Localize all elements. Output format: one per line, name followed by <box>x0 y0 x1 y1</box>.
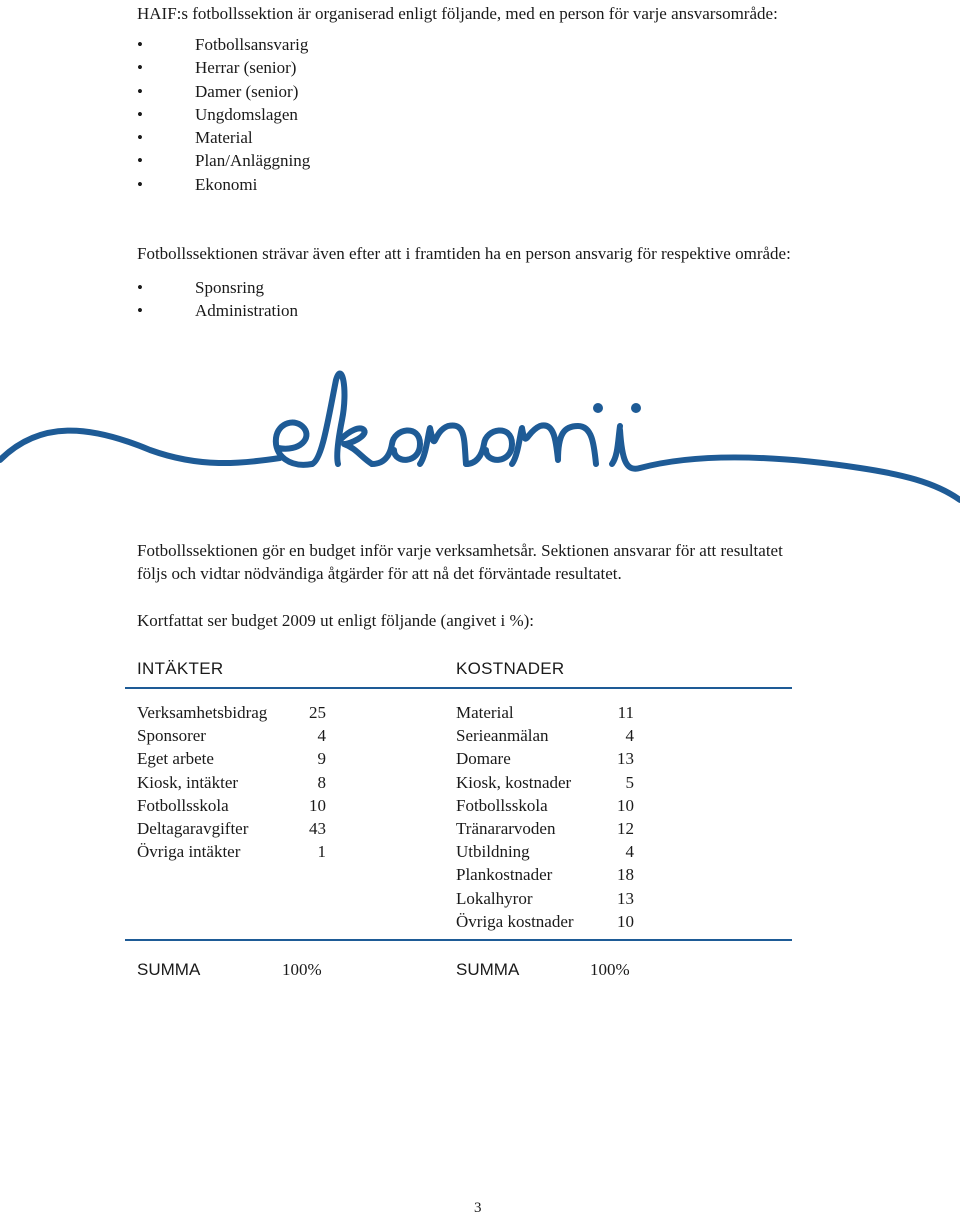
income-row-label: Verksamhetsbidrag <box>137 703 268 722</box>
costs-row <box>456 863 656 886</box>
costs-row <box>456 817 656 840</box>
costs-row-value: 5 <box>625 772 634 792</box>
bullet-icon: • <box>137 174 143 194</box>
cost-list <box>456 701 656 933</box>
income-row <box>137 771 337 794</box>
bullet-icon: • <box>137 104 143 124</box>
bullet-icon: • <box>137 128 143 148</box>
income-row <box>137 794 337 817</box>
costs-row-value: 10 <box>617 795 634 815</box>
income-row-label: Sponsorer <box>137 726 206 746</box>
income-row-value: 9 <box>317 749 326 769</box>
income-heading: INTÄKTER <box>137 659 224 678</box>
income-row-label: Kiosk, intäkter <box>137 772 239 792</box>
income-row-label: Övriga intäkter <box>137 842 241 862</box>
income-row <box>137 724 337 747</box>
costs-row <box>456 771 656 794</box>
costs-row-label: Serieanmälan <box>456 726 549 746</box>
income-row-value: 10 <box>309 795 326 815</box>
costs-row-label: Tränararvoden <box>456 818 556 838</box>
income-row-value: 25 <box>309 703 326 722</box>
income-row-label: Deltagaravgifter <box>137 818 249 838</box>
income-row-value: 4 <box>317 726 326 746</box>
area-item-label: Fotbollsansvarig <box>195 35 309 54</box>
future-text: Fotbollssektionen strävar även efter att i framtiden ha en person ansvarig för respektive område: <box>137 244 791 263</box>
area-item <box>137 126 310 149</box>
costs-row-value: 13 <box>617 749 634 769</box>
income-row <box>137 701 337 724</box>
costs-row <box>456 887 656 910</box>
area-item-label: Ungdomslagen <box>195 104 298 124</box>
cost-sum-label: SUMMA <box>456 960 520 979</box>
future-area-item-label: Sponsring <box>195 278 264 297</box>
income-row-value: 8 <box>317 772 326 792</box>
ekonomi-logo <box>0 360 960 510</box>
costs-row <box>456 840 656 863</box>
page-number: 3 <box>474 1200 482 1216</box>
future-area-item-label: Administration <box>195 301 298 321</box>
costs-row-label: Kiosk, kostnader <box>456 772 572 792</box>
income-row <box>137 840 337 863</box>
income-row-label: Fotbollsskola <box>137 795 229 815</box>
costs-row-label: Utbildning <box>456 842 530 862</box>
costs-row-value: 18 <box>617 865 634 885</box>
area-item-label: Ekonomi <box>195 174 258 194</box>
costs-row-label: Lokalhyror <box>456 888 533 908</box>
costs-row <box>456 724 656 747</box>
bullet-icon: • <box>137 81 143 101</box>
area-item-label: Damer (senior) <box>195 81 299 101</box>
costs-row-label: Fotbollsskola <box>456 795 548 815</box>
area-item <box>137 56 310 79</box>
bullet-icon: • <box>137 35 143 54</box>
area-item <box>137 103 310 126</box>
costs-row-value: 4 <box>625 842 634 862</box>
income-row <box>137 817 337 840</box>
costs-row-value: 12 <box>617 818 634 838</box>
future-area-item <box>137 299 298 322</box>
bullet-icon: • <box>137 278 143 297</box>
income-sum-label: SUMMA <box>137 960 201 979</box>
budget-text-1: Fotbollssektionen gör en budget inför varje verksamhetsår. Sektionen ansvarar för att resultatet <box>137 541 783 560</box>
budget-text-2: följs och vidtar nödvändiga åtgärder för att nå det förväntade resultatet. <box>137 564 622 583</box>
costs-row <box>456 747 656 770</box>
bullet-icon: • <box>137 301 143 321</box>
intro-text: HAIF:s fotbollssektion är organiserad enligt följande, med en person för varje ansvarsområde: <box>137 4 778 23</box>
costs-row-label: Material <box>456 703 514 722</box>
area-item <box>137 173 310 196</box>
income-row-value: 1 <box>317 842 326 862</box>
costs-row <box>456 701 656 724</box>
costs-row <box>456 910 656 933</box>
costs-row-value: 10 <box>617 911 634 931</box>
cost-sum-value: 100% <box>590 960 630 979</box>
area-item-label: Plan/Anläggning <box>195 151 311 171</box>
income-list <box>137 701 337 863</box>
income-row-value: 43 <box>309 818 326 838</box>
cost-heading: KOSTNADER <box>456 659 565 678</box>
area-list <box>137 33 310 196</box>
bullet-icon: • <box>137 58 143 78</box>
costs-row <box>456 794 656 817</box>
costs-row-value: 4 <box>625 726 634 746</box>
costs-row-label: Plankostnader <box>456 865 553 885</box>
costs-row-label: Övriga kostnader <box>456 911 574 931</box>
bullet-icon: • <box>137 151 143 171</box>
area-item-label: Herrar (senior) <box>195 58 297 78</box>
summary-text: Kortfattat ser budget 2009 ut enligt följande (angivet i %): <box>137 611 535 630</box>
area-item <box>137 149 310 172</box>
income-sum-value: 100% <box>282 960 322 979</box>
table-top-rule <box>125 687 792 689</box>
costs-row-value: 13 <box>617 888 634 908</box>
costs-row-value: 11 <box>617 703 634 722</box>
table-bottom-rule <box>125 939 792 941</box>
future-area-list <box>137 276 298 323</box>
area-item <box>137 33 310 56</box>
area-item <box>137 80 310 103</box>
income-row <box>137 747 337 770</box>
income-row-label: Eget arbete <box>137 749 214 769</box>
area-item-label: Material <box>195 128 253 148</box>
costs-row-label: Domare <box>456 749 511 769</box>
future-area-item <box>137 276 298 299</box>
